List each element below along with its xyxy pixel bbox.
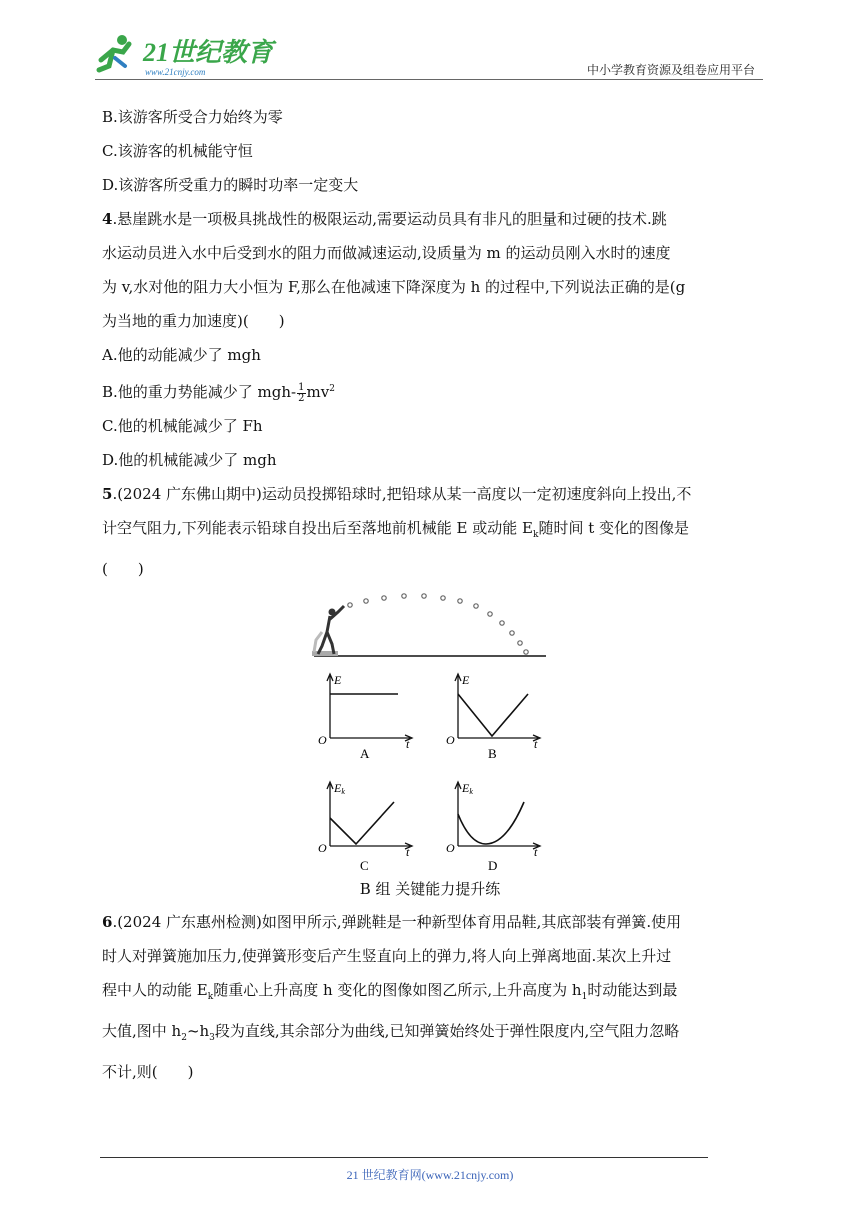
origin-label: O [318, 733, 327, 747]
footer-divider [100, 1157, 708, 1158]
question-text: .(2024 广东佛山期中)运动员投掷铅球时,把铅球从某一高度以一定初速度斜向上投出,不 [112, 485, 692, 503]
option-b: B.该游客所受合力始终为零 [102, 108, 283, 126]
question-6-line-5: 不计,则( ) [102, 1063, 194, 1081]
axis-label-ek: Ek [334, 781, 345, 796]
option-a: A.他的动能减少了 mgh [102, 346, 261, 364]
question-4-line-2: 水运动员进入水中后受到水的阻力而做减速运动,设质量为 m 的运动员刚入水时的速度 [102, 244, 671, 262]
graph-label-a: A [360, 746, 370, 761]
question-6-line-3 [102, 973, 762, 1014]
question-number: 6 [102, 913, 113, 931]
question-5-line-2 [102, 511, 762, 552]
option-d: D.他的机械能减少了 mgh [102, 451, 277, 469]
question-6-body [102, 905, 762, 1089]
option-c: C.该游客的机械能守恒 [102, 142, 253, 160]
footer-link[interactable]: 21 世纪教育网(www.21cnjy.com) [346, 1168, 514, 1182]
section-title: B 组 关键能力提升练 [359, 880, 501, 898]
subscript: 2 [181, 1033, 187, 1043]
axis-label-ek: Ek [462, 781, 473, 796]
logo-url: www.21cnjy.com [145, 67, 206, 77]
axis-label-t: t [406, 737, 410, 751]
origin-label: O [446, 733, 455, 747]
axis-label-e: E [462, 673, 470, 687]
question-text: 段为直线,其余部分为曲线,已知弹簧始终处于弹性限度内,空气阻力忽略 [214, 1022, 680, 1040]
axis-label-e: E [334, 673, 342, 687]
graph-label-c: C [360, 858, 369, 873]
question-4-line-3: 为 v,水对他的阻力大小恒为 F,那么在他减速下降深度为 h 的过程中,下列说法正确的是(g [102, 278, 686, 296]
question-body [102, 100, 762, 586]
question-6-line-1 [102, 905, 762, 939]
question-4-line-1 [102, 202, 762, 236]
page-header [95, 30, 763, 82]
question-text: 计空气阻力,下列能表示铅球自投出后至落地前机械能 E 或动能 E [102, 519, 533, 537]
question-text: .(2024 广东惠州检测)如图甲所示,弹跳鞋是一种新型体育用品鞋,其底部装有弹簧.使用 [112, 913, 682, 931]
option-c: C.他的机械能减少了 Fh [102, 417, 263, 435]
subscript: 1 [581, 992, 588, 1002]
shot-put-figure [310, 588, 550, 873]
option-d: D.该游客所受重力的瞬时功率一定变大 [102, 176, 359, 194]
graph-label-d: D [488, 858, 498, 873]
origin-label: O [318, 841, 327, 855]
superscript: 2 [329, 384, 335, 394]
option-b [102, 372, 762, 409]
fraction-numerator: 1 [298, 381, 305, 393]
shot-trajectory [348, 594, 528, 654]
subscript: k [532, 530, 539, 540]
axis-label-t: t [406, 845, 410, 859]
option-text: B.他的重力势能减少了 mgh- [102, 383, 297, 401]
question-6-line-2: 时人对弹簧施加压力,使弹簧形变后产生竖直向上的弹力,将人向上弹离地面.某次上升过 [102, 947, 672, 965]
subscript: 3 [209, 1033, 215, 1043]
question-text: 随重心上升高度 h 变化的图像如图乙所示,上升高度为 h [213, 981, 582, 999]
runner-icon [99, 35, 129, 70]
option-text: mv [306, 383, 330, 401]
subscript: k [207, 992, 214, 1002]
question-text: 大值,图中 h [102, 1022, 182, 1040]
origin-label: O [446, 841, 455, 855]
question-4-line-4: 为当地的重力加速度)( ) [102, 312, 285, 330]
axis-label-t: t [534, 845, 538, 859]
question-text: .悬崖跳水是一项极具挑战性的极限运动,需要运动员具有非凡的胆量和过硬的技术.跳 [112, 210, 667, 228]
logo [95, 30, 274, 78]
question-text: 时动能达到最 [587, 981, 678, 999]
header-divider [95, 79, 763, 80]
question-number: 4 [102, 210, 113, 228]
question-5-line-1 [102, 477, 762, 511]
graph-label-b: B [488, 746, 497, 761]
platform-name: 中小学教育资源及组卷应用平台 [586, 63, 755, 77]
fraction-denominator: 2 [298, 392, 305, 404]
question-6-line-4 [102, 1014, 762, 1055]
question-number: 5 [102, 485, 113, 503]
question-text: 随时间 t 变化的图像是 [538, 519, 690, 537]
axis-label-t: t [534, 737, 538, 751]
question-text: ~h [186, 1022, 210, 1040]
logo-text: 21世纪教育 [143, 38, 274, 67]
fraction [297, 383, 305, 404]
question-5-line-3: ( ) [102, 560, 144, 578]
question-text: 程中人的动能 E [102, 981, 208, 999]
